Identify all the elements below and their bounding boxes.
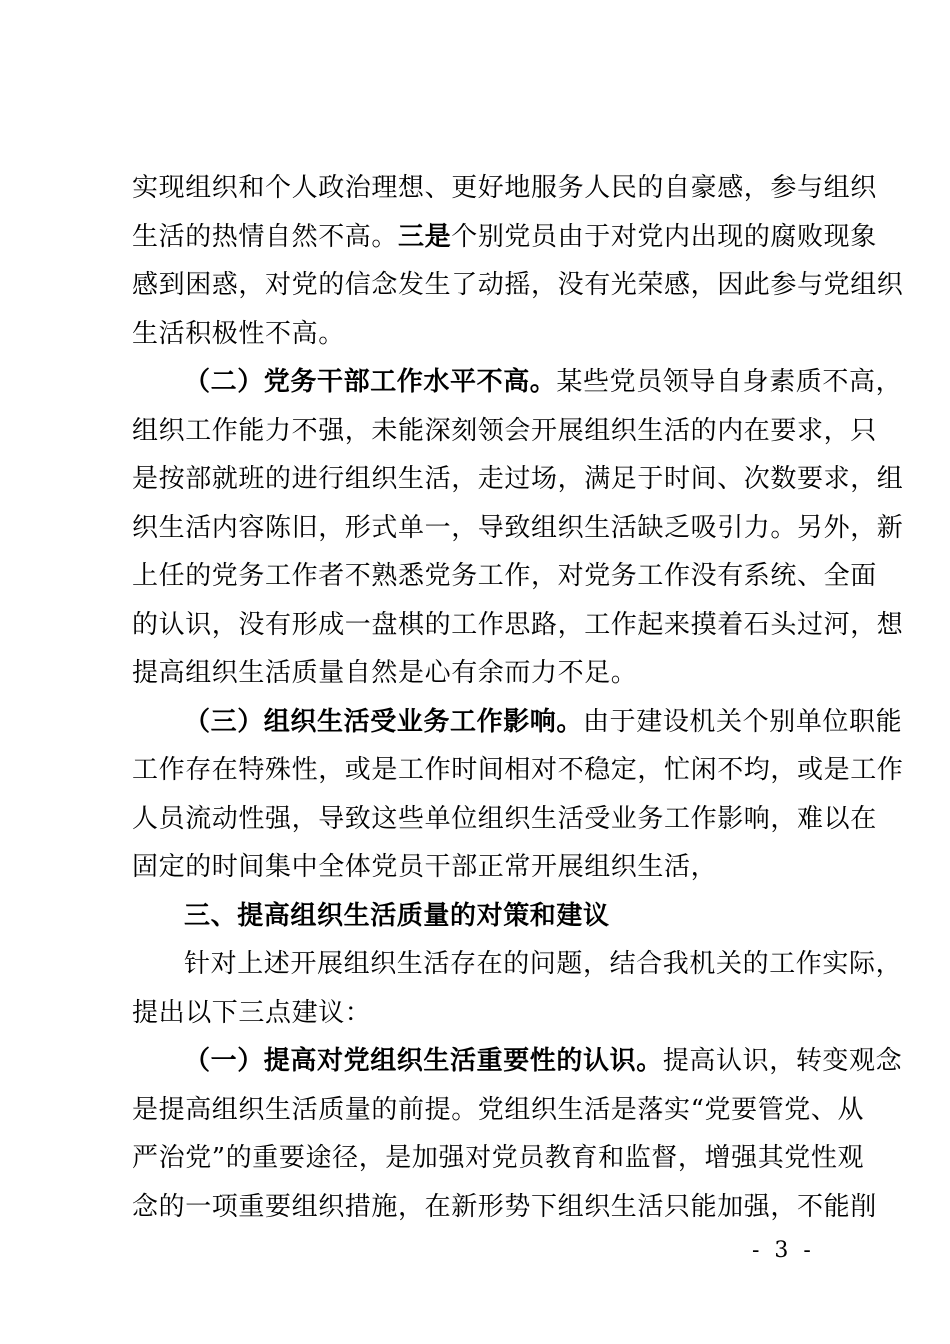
bold-text-run: 三是 bbox=[398, 221, 452, 252]
text-run: 由于建设机关个别单位职能 bbox=[583, 706, 903, 737]
text-line bbox=[132, 552, 877, 601]
text-run: 提高组织生活质量自然是心有余而力不足。 bbox=[132, 658, 638, 688]
text-run: 提高认识，转变观念 bbox=[662, 1046, 903, 1076]
text-run: 念的一项重要组织措施，在新形势下组织生活只能加强，不能削 bbox=[132, 1191, 877, 1222]
text-run: 生活的热情自然不高。 bbox=[132, 221, 399, 252]
text-run: 某些党员领导自身素质不高， bbox=[556, 367, 903, 397]
text-line bbox=[132, 1086, 865, 1135]
text-line bbox=[132, 455, 904, 504]
text-line bbox=[132, 310, 836, 359]
paragraph bbox=[132, 940, 903, 1037]
paragraph bbox=[132, 698, 904, 892]
text-run: 生活积极性不高。 bbox=[132, 318, 345, 349]
text-line bbox=[132, 164, 877, 213]
text-line bbox=[132, 795, 877, 844]
text-line bbox=[132, 698, 903, 747]
paragraph bbox=[132, 358, 904, 698]
text-line bbox=[132, 649, 836, 698]
bold-text-run: （二）党务干部工作水平不高。 bbox=[184, 367, 557, 397]
text-run: 的认识，没有形成一盘棋的工作思路，工作起来摸着石头过河，想 bbox=[132, 609, 904, 640]
text-run: 组织工作能力不强，未能深刻领会开展组织生活的内在要求，只 bbox=[132, 415, 877, 446]
paragraph bbox=[132, 164, 904, 358]
text-run: 固定的时间集中全体党员干部正常开展组织生活， bbox=[132, 852, 718, 882]
document-body bbox=[132, 164, 904, 1231]
text-line bbox=[132, 358, 903, 407]
bold-text-run: （三）组织生活受业务工作影响。 bbox=[184, 706, 584, 737]
text-run: 上任的党务工作者不熟悉党务工作，对党务工作没有系统、全面 bbox=[132, 561, 877, 591]
text-run: 是按部就班的进行组织生活，走过场，满足于时间、次数要求，组 bbox=[132, 464, 904, 494]
text-line bbox=[132, 407, 877, 456]
bold-text-run: （一）提高对党组织生活重要性的认识。 bbox=[184, 1046, 663, 1076]
text-run: 工作存在特殊性，或是工作时间相对不稳定，忙闲不均，或是工作 bbox=[132, 755, 904, 785]
text-run: 实现组织和个人政治理想、更好地服务人民的自豪感，参与组织 bbox=[132, 173, 877, 203]
text-run: 针对上述开展组织生活存在的问题，结合我机关的工作实际， bbox=[184, 949, 903, 979]
text-line bbox=[132, 213, 877, 262]
text-run: 提出以下三点建议： bbox=[132, 997, 372, 1028]
text-run: 人员流动性强，导致这些单位组织生活受业务工作影响，难以在 bbox=[132, 803, 877, 834]
text-run: 个别党员由于对党内出现的腐败现象 bbox=[451, 221, 877, 252]
text-line bbox=[132, 989, 836, 1038]
bold-text-run: 三、提高组织生活质量的对策和建议 bbox=[184, 900, 610, 931]
text-line bbox=[132, 843, 836, 892]
text-line bbox=[132, 892, 836, 941]
text-run: 严治党”的重要途径，是加强对党员教育和监督，增强其党性观 bbox=[132, 1143, 865, 1173]
paragraph bbox=[132, 1037, 903, 1231]
paragraph bbox=[132, 892, 836, 941]
text-line bbox=[132, 940, 903, 989]
text-run: 感到困惑，对党的信念发生了动摇，没有光荣感，因此参与党组织 bbox=[132, 270, 904, 300]
text-run: 是提高组织生活质量的前提。党组织生活是落实“党要管党、从 bbox=[132, 1094, 865, 1125]
text-line bbox=[132, 601, 904, 650]
text-line bbox=[132, 746, 904, 795]
text-line bbox=[132, 1134, 865, 1183]
text-line bbox=[132, 1183, 877, 1232]
text-line bbox=[132, 504, 904, 553]
text-line bbox=[132, 1037, 903, 1086]
text-line bbox=[132, 261, 904, 310]
page-number: - 3 - bbox=[752, 1238, 815, 1263]
text-run: 织生活内容陈旧，形式单一，导致组织生活缺乏吸引力。另外，新 bbox=[132, 512, 904, 543]
